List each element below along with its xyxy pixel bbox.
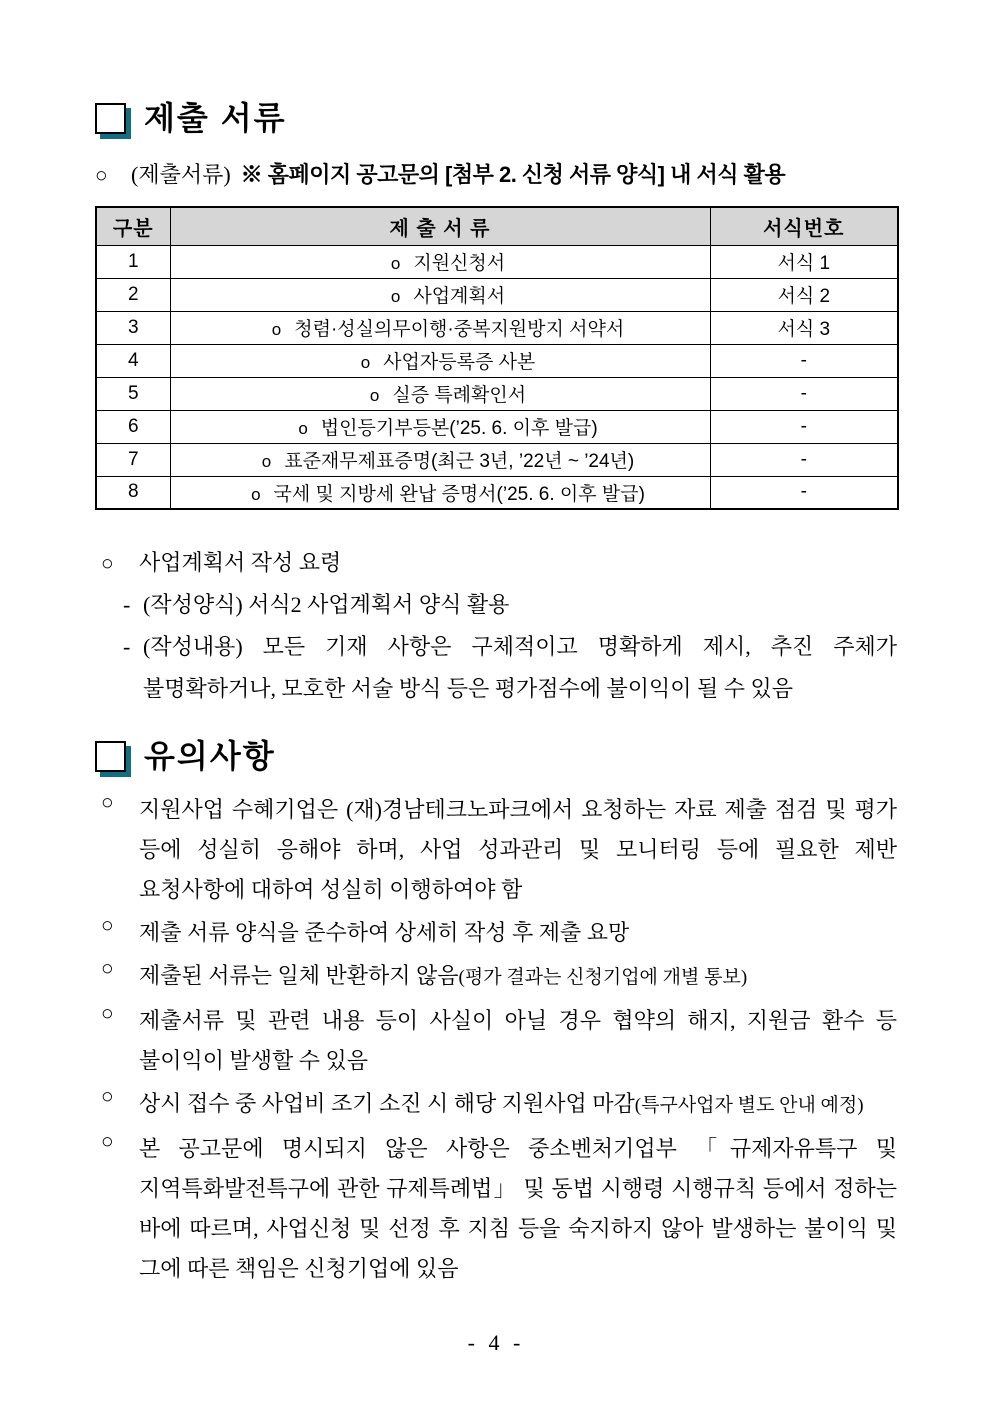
item-marker: o xyxy=(390,287,401,306)
table-row xyxy=(96,245,898,278)
section-heading-submission-docs xyxy=(95,98,897,138)
document-name: 사업계획서 xyxy=(413,286,506,307)
notice-bullet xyxy=(95,1001,897,1081)
dash-bullet-icon: - xyxy=(123,592,131,617)
document-name: 법인등기부등본(’25. 6. 이후 발급) xyxy=(320,418,598,439)
row-number-cell: 1 xyxy=(96,245,170,278)
plan-guide-title-line xyxy=(95,542,897,584)
table-row xyxy=(96,410,898,443)
document-name-cell xyxy=(170,311,710,344)
header-form: 서식번호 xyxy=(710,207,898,245)
document-name: 청렴·성실의무이행·중복지원방지 서약서 xyxy=(294,319,625,340)
notice-text xyxy=(139,1084,897,1126)
dash-bullet-icon: - xyxy=(123,634,131,659)
document-name-cell xyxy=(170,245,710,278)
table-row xyxy=(96,377,898,410)
plan-guide-item-text: (작성양식) 서식2 사업계획서 양식 활용 xyxy=(143,592,510,617)
item-marker: o xyxy=(360,353,371,372)
form-number-cell: - xyxy=(710,344,898,377)
circle-bullet-icon: ○ xyxy=(101,1129,114,1153)
notice-note-text: (특구사업자 별도 안내 예정) xyxy=(634,1095,864,1116)
plan-guide-title: 사업계획서 작성 요령 xyxy=(139,550,342,575)
circle-bullet-icon: ○ xyxy=(101,1084,114,1108)
circle-bullet-icon: ○ xyxy=(95,163,108,187)
notice-text: 제출 서류 양식을 준수하여 상세히 작성 후 제출 요망 xyxy=(139,920,630,945)
section-heading-notices xyxy=(95,736,897,776)
document-name: 사업자등록증 사본 xyxy=(383,352,536,373)
plan-guide-item-content xyxy=(123,626,897,710)
page-content xyxy=(95,98,897,1292)
header-doc: 제 출 서 류 xyxy=(170,207,710,245)
form-number-cell: 서식 2 xyxy=(710,278,898,311)
header-no: 구분 xyxy=(96,207,170,245)
table-row xyxy=(96,311,898,344)
document-name: 표준재무제표증명(최근 3년, ’22년 ~ ’24년) xyxy=(284,451,635,472)
row-number-cell: 3 xyxy=(96,311,170,344)
circle-bullet-icon: ○ xyxy=(101,551,114,575)
notice-note-text: (평가 결과는 신청기업에 개별 통보) xyxy=(458,967,748,988)
submission-documents-table xyxy=(95,206,899,510)
intro-prefix: (제출서류) xyxy=(131,162,231,187)
circle-bullet-icon: ○ xyxy=(101,956,114,980)
item-marker: o xyxy=(298,419,308,438)
notice-text: 제출서류 및 관련 내용 등이 사실이 아닐 경우 협약의 해지, 지원금 환수 등 불이익이 발생할 수 있음 xyxy=(139,1008,897,1073)
item-marker: o xyxy=(271,320,282,339)
form-number-cell: - xyxy=(710,443,898,476)
notice-bullet xyxy=(95,1129,897,1289)
circle-bullet-icon: ○ xyxy=(101,913,114,937)
notice-main-text: 상시 접수 중 사업비 조기 소진 시 해당 지원사업 마감 xyxy=(139,1091,635,1116)
notice-main-text: 제출된 서류는 일체 반환하지 않음 xyxy=(139,963,459,988)
table-row xyxy=(96,443,898,476)
circle-bullet-icon: ○ xyxy=(101,790,114,814)
notice-bullet xyxy=(95,913,897,953)
table-header-row xyxy=(96,207,898,245)
submission-intro-line xyxy=(95,160,897,190)
square-box-icon xyxy=(95,103,126,134)
table-row xyxy=(96,278,898,311)
item-marker: o xyxy=(261,452,272,471)
item-marker: o xyxy=(369,386,380,405)
square-box-icon xyxy=(95,741,126,772)
notice-text xyxy=(139,956,897,998)
section-notices xyxy=(95,736,897,1289)
notice-text: 본 공고문에 명시되지 않은 사항은 중소벤처기업부 「규제자유특구 및 지역특화발전특구에 관한 규제특례법」 및 동법 시행령 시행규칙 등에서 정하는 바에 따르며, 사업신청 및 선정 후 지침 등을 숙지하지 않아 발생하는 불이익 및 그에 따른 책임은 신청기업에 있음 xyxy=(139,1136,897,1281)
document-name-cell xyxy=(170,410,710,443)
section-title-text: 유의사항 xyxy=(144,738,276,774)
plan-guide-item-text: (작성내용) 모든 기재 사항은 구체적이고 명확하게 제시, 추진 주체가 불명확하거나, 모호한 서술 방식 등은 평가점수에 불이익이 될 수 있음 xyxy=(143,634,897,701)
document-name: 지원신청서 xyxy=(413,253,506,274)
document-name-cell xyxy=(170,377,710,410)
row-number-cell: 2 xyxy=(96,278,170,311)
document-name-cell xyxy=(170,344,710,377)
plan-guide-item-format xyxy=(123,584,897,626)
row-number-cell: 6 xyxy=(96,410,170,443)
notice-bullet xyxy=(95,790,897,910)
page-number: - 4 - xyxy=(467,1330,525,1355)
row-number-cell: 7 xyxy=(96,443,170,476)
document-name-cell xyxy=(170,278,710,311)
form-number-cell: 서식 3 xyxy=(710,311,898,344)
notice-bullet-list xyxy=(95,790,897,1289)
notice-bullet xyxy=(95,956,897,998)
form-number-cell: - xyxy=(710,410,898,443)
document-name-cell xyxy=(170,476,710,509)
document-name: 국세 및 지방세 완납 증명서(’25. 6. 이후 발급) xyxy=(273,483,645,505)
item-marker: o xyxy=(390,254,401,273)
table-row xyxy=(96,476,898,509)
section-title-text: 제출 서류 xyxy=(144,100,287,136)
item-marker: o xyxy=(251,484,261,504)
circle-bullet-icon: ○ xyxy=(101,1001,114,1025)
row-number-cell: 8 xyxy=(96,476,170,509)
form-number-cell: 서식 1 xyxy=(710,245,898,278)
row-number-cell: 5 xyxy=(96,377,170,410)
document-name-cell xyxy=(170,443,710,476)
form-number-cell: - xyxy=(710,377,898,410)
row-number-cell: 4 xyxy=(96,344,170,377)
document-name: 실증 특례확인서 xyxy=(392,385,527,406)
intro-bold-text: ※ 홈페이지 공고문의 [첨부 2. 신청 서류 양식] 내 서식 활용 xyxy=(240,162,786,187)
table-row xyxy=(96,344,898,377)
business-plan-guide xyxy=(95,542,897,710)
notice-bullet xyxy=(95,1084,897,1126)
notice-text: 지원사업 수혜기업은 (재)경남테크노파크에서 요청하는 자료 제출 점검 및 평가 등에 성실히 응해야 하며, 사업 성과관리 및 모니터링 등에 필요한 제반 요청사항에 대하여 성실히 이행하여야 함 xyxy=(139,797,897,902)
form-number-cell: - xyxy=(710,476,898,509)
